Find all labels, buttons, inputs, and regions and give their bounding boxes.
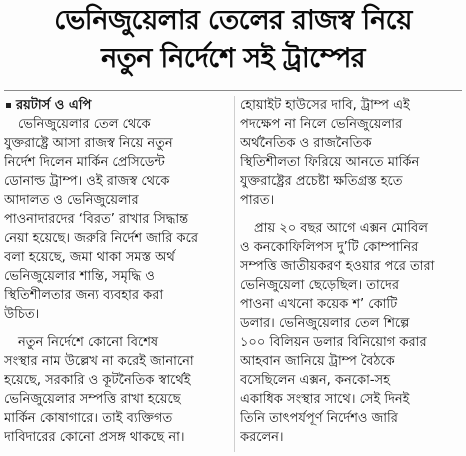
text-line: পারত। <box>240 193 275 208</box>
text-line: স্থিতিশীলতার জন্য ব্যবহার করা <box>4 288 164 303</box>
text-line: স্থিতিশীলতা ফিরিয়ে আনতে মার্কিন <box>240 155 420 170</box>
text-line: আহবান জানিয়ে ট্রাম্প বৈঠকে <box>240 354 395 369</box>
text-line: তিনি তাৎপর্যপূর্ণ নির্দেশও জারি <box>240 411 398 426</box>
byline-square-icon <box>6 103 11 108</box>
headline <box>6 2 460 78</box>
text-line: ভেনিজুয়েলা ছেড়েছিল। তাদের <box>240 278 399 293</box>
text-line: সম্পত্তি জাতীয়করণ হওয়ার পরে তারা <box>240 259 435 274</box>
text-line: নেয়া হয়েছে। জরুরি নির্দেশ জারি করে <box>4 231 199 246</box>
column-divider <box>234 96 235 452</box>
headline-line-1: ভেনিজুয়েলার তেলের রাজস্ব নিয়ে <box>54 5 412 36</box>
byline <box>4 96 228 115</box>
right-column <box>240 96 462 447</box>
text-line: দাবিদারের কোনো প্রসঙ্গ থাকছে না। <box>4 430 185 445</box>
text-line: প্রায় ২০ বছর আগে এক্সন মোবিল <box>254 221 428 236</box>
text-line: অর্থনৈতিক ও রাজনৈতিক <box>240 136 372 151</box>
text-line: আদালত ও ভেনিজুয়েলার <box>4 193 139 208</box>
right-paragraph-1 <box>240 96 462 210</box>
text-line: ডলার। ভেনিজুয়েলার তেল শিল্পে <box>240 316 410 331</box>
text-line: বলা হয়েছে, জমা থাকা সমস্ত অর্থ <box>4 250 175 265</box>
left-paragraph-2 <box>4 333 228 447</box>
text-line: একাধিক সংস্থার সাথে। সেই দিনই <box>240 392 410 407</box>
text-line: নির্দেশ দিলেন মার্কিন প্রেসিডেন্ট <box>4 155 165 170</box>
headline-line-2: নতুন নির্দেশে সই ট্রাম্পের <box>101 43 365 74</box>
text-line: ১০০ বিলিয়ন ডলার বিনিয়োগ করার <box>240 335 427 350</box>
text-line: করলেন। <box>240 430 284 445</box>
paragraph-gap <box>4 324 228 333</box>
text-line: নতুন নির্দেশে কোনো বিশেষ <box>18 335 159 350</box>
text-line: হয়েছে, সরকারি ও কূটনৈতিক স্বার্থেই <box>4 373 191 388</box>
text-line: ভেনিজুয়েলার শান্তি, সমৃদ্ধি ও <box>4 269 155 284</box>
text-line: পাওনাদারদের ‘বিরত’ রাখার সিদ্ধান্ত <box>4 212 189 227</box>
headline-rule <box>4 90 462 91</box>
text-line: হোয়াইট হাউসের দাবি, ট্রাম্প এই <box>240 98 410 113</box>
text-line: যুক্তরাষ্ট্রে আসা রাজস্ব নিয়ে নতুন <box>4 136 173 151</box>
left-paragraph-1 <box>4 115 228 324</box>
right-paragraph-2 <box>240 219 462 447</box>
text-line: পাওনা এখনো কয়েক শ’ কোটি <box>240 297 398 312</box>
text-line: বসেছিলেন এক্সন, কনকো-সহ <box>240 373 390 388</box>
byline-text: রয়টার্স ও এপি <box>16 98 92 113</box>
text-line: যুক্তরাষ্ট্রের প্রচেষ্টা ক্ষতিগ্রস্ত হতে <box>240 174 403 189</box>
left-column <box>4 96 228 447</box>
text-line: ভেনিজুয়েলার সম্পত্তি রাখা হয়েছে <box>4 392 181 407</box>
text-line: ডোনাল্ড ট্রাম্প। ওই রাজস্ব থেকে <box>4 174 170 189</box>
text-line: ও কনকোফিলিপস দু’টি কোম্পানির <box>240 240 419 255</box>
text-line: মার্কিন কোষাগারে। তাই ব্যক্তিগত <box>4 411 173 426</box>
text-line: পদক্ষেপ না নিলে ভেনিজুয়েলার <box>240 117 403 132</box>
text-line: ভেনিজুয়েলার তেল থেকে <box>18 117 151 132</box>
paragraph-gap <box>240 210 462 219</box>
text-line: উচিত। <box>4 307 40 322</box>
text-line: সংস্থার নাম উল্লেখ না করেই জানানো <box>4 354 194 369</box>
